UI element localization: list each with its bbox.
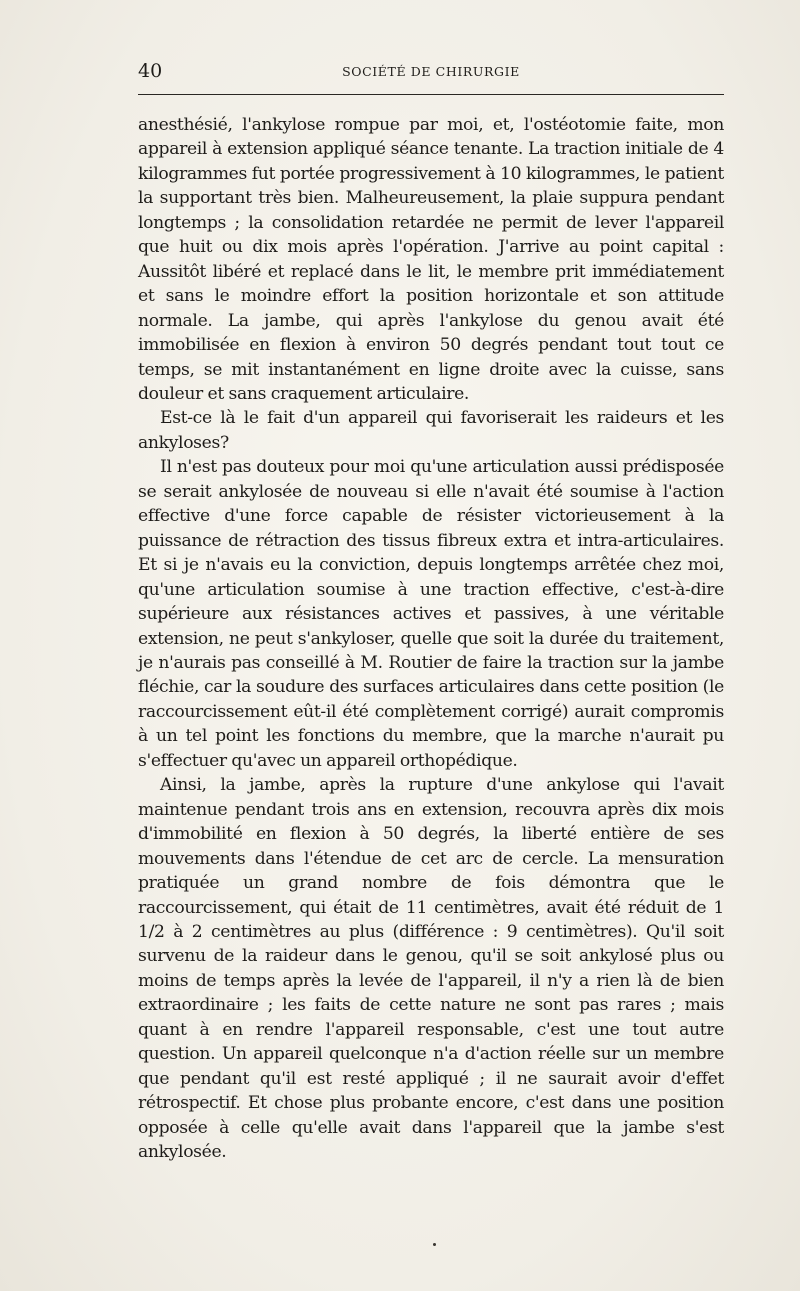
paragraph: Il n'est pas douteux pour moi qu'une articulation aussi prédisposée se serait ankylosée de nouveau si elle n'avait été soumise à l'action effective d'une force capable de résister victorieusement à la puissance de rétraction des tissus fibreux extra et intra-articulaires. Et si je n'avais eu la conviction, depuis longtemps arrêtée chez moi, qu'une articulation soumise à une traction effective, c'est-à-dire supérieure aux résistances actives et passives, à une véritable extension, ne peut s'ankyloser, quelle que soit la durée du traitement, je n'aurais pas conseillé à M. Routier de faire la traction sur la jambe fléchie, car la soudure des surfaces articulaires dans cette position (le raccourcissement eût-il été complètement corrigé) aurait compromis à un tel point les fonctions du membre, que la marche n'aurait pu s'effectuer qu'avec un appareil orthopédique.: [138, 457, 724, 771]
header-rule: [138, 94, 724, 95]
paragraph: Ainsi, la jambe, après la rupture d'une ankylose qui l'avait maintenue pendant trois ans en extension, recouvra après dix mois d'immobilité en flexion à 50 degrés, la liberté entière de ses mouvements dans l'étendue de cet arc de cercle. La mensuration pratiquée un grand nombre de fois démontra que le raccourcissement, qui était de 11 centimètres, avait été réduit de 1 1/2 à 2 centimètres au plus (différence : 9 centimètres). Qu'il soit survenu de la raideur dans le genou, qu'il se soit ankylosé plus ou moins de temps après la levée de l'appareil, il n'y a rien là de bien extraordinaire ; les faits de cette nature ne sont pas rares ; mais quant à en rendre l'appareil responsable, c'est une tout autre question. Un appareil quelconque n'a d'action réelle sur un membre que pendant qu'il est resté appliqué ; il ne saurait avoir d'effet rétrospectif. Et chose plus probante encore, c'est dans une position opposée à celle qu'elle avait dans l'appareil que la jambe s'est ankylosée.: [138, 775, 724, 1163]
paragraph: anesthésié, l'ankylose rompue par moi, et, l'ostéotomie faite, mon appareil à extension appliqué séance tenante. La traction initiale de 4 kilogrammes fut portée progressivement à 10 kilogrammes, le patient la supportant très bien. Malheureusement, la plaie suppura pendant longtemps ; la consolidation retardée ne permit de lever l'appareil que huit ou dix mois après l'opération. J'arrive au point capital : Aussitôt libéré et replacé dans le lit, le membre prit immédiatement et sans le moindre effort la position horizontale et son attitude normale. La jambe, qui après l'ankylose du genou avait été immobilisée en flexion à environ 50 degrés pendant tout tout ce temps, se mit instantanément en ligne droite avec la cuisse, sans douleur et sans craquement articulaire.: [138, 115, 724, 404]
page-number: 40: [138, 60, 163, 82]
page-header: [138, 60, 724, 82]
running-head: SOCIÉTÉ DE CHIRURGIE: [342, 64, 520, 79]
paragraph: Est-ce là le fait d'un appareil qui favoriserait les raideurs et les ankyloses?: [138, 408, 724, 453]
ink-speck: [433, 1243, 436, 1246]
body-text: [138, 113, 724, 1164]
